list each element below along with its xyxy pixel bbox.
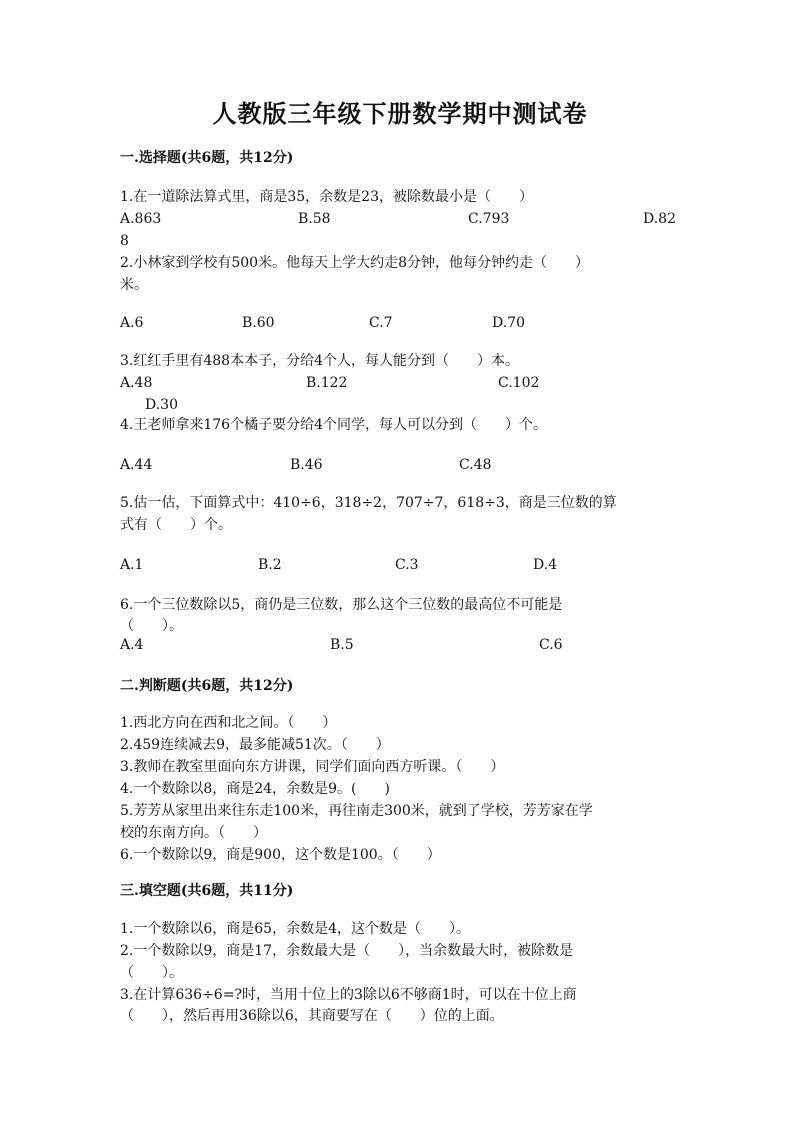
option-d: D.30 <box>145 397 178 413</box>
option-a: A.6 <box>120 315 144 331</box>
fill-blank-item: 1.一个数除以6，商是65，余数是4，这个数是（ ）。 <box>120 921 470 937</box>
option-b: B.60 <box>242 315 275 331</box>
option-b: B.122 <box>306 375 348 391</box>
option-b: B.2 <box>258 557 282 573</box>
option-b: B.46 <box>290 457 323 473</box>
question-text: 4.王老师拿来176个橘子要分给4个同学，每人可以分到（ ）个。 <box>120 417 547 433</box>
judgment-item: 2.459连续减去9，最多能减51次。（ ） <box>120 737 390 753</box>
option-c: C.7 <box>369 315 393 331</box>
question-text-cont: 米。 <box>120 277 148 293</box>
option-c: C.102 <box>498 375 540 391</box>
option-a: A.44 <box>120 457 153 473</box>
fill-blank-item-cont: （ ）。 <box>120 965 183 981</box>
question-text: 1.在一道除法算式里，商是35，余数是23，被除数最小是（ ） <box>120 189 533 205</box>
question-text: 3.红红手里有488本本子，分给4个人，每人能分到（ ）本。 <box>120 353 519 369</box>
page-title: 人教版三年级下册数学期中测试卷 <box>212 99 588 128</box>
option-c: C.6 <box>539 637 563 653</box>
section-heading-fill-blank: 三.填空题(共6题，共11分) <box>120 883 294 899</box>
question-text: 6.一个三位数除以5，商仍是三位数，那么这个三位数的最高位不可能是 <box>120 597 563 613</box>
section-heading-choice: 一.选择题(共6题，共12分) <box>120 150 294 166</box>
option-d: D.70 <box>492 315 525 331</box>
section-heading-judgment: 二.判断题(共6题，共12分) <box>120 678 294 694</box>
option-d-overflow: 8 <box>120 233 129 249</box>
question-text-cont: （ ）。 <box>120 618 183 634</box>
option-d: D.82 <box>643 211 676 227</box>
fill-blank-item: 2.一个数除以9，商是17，余数最大是（ ），当余数最大时，被除数是 <box>120 943 574 959</box>
fill-blank-item-cont: （ ），然后再用36除以6，其商要写在（ ）位的上面。 <box>120 1008 504 1024</box>
option-a: A.863 <box>120 211 162 227</box>
question-text-cont: 式有（ ）个。 <box>120 517 232 533</box>
option-b: B.58 <box>298 211 331 227</box>
fill-blank-item: 3.在计算636÷6=?时，当用十位上的3除以6不够商1时，可以在十位上商 <box>120 987 577 1003</box>
option-a: A.1 <box>120 557 144 573</box>
judgment-item: 6.一个数除以9，商是900，这个数是100。（ ） <box>120 847 441 863</box>
option-d: D.4 <box>533 557 558 573</box>
option-c: C.48 <box>459 457 492 473</box>
option-a: A.48 <box>120 375 153 391</box>
question-text: 5.估一估，下面算式中：410÷6，318÷2，707÷7，618÷3，商是三位数的算 <box>120 495 617 511</box>
judgment-item: 1.西北方向在西和北之间。（ ） <box>120 715 337 731</box>
question-text: 2.小林家到学校有500米。他每天上学大约走8分钟，他每分钟约走（ ） <box>120 255 589 271</box>
judgment-item: 4.一个数除以8，商是24，余数是9。( ) <box>120 781 390 797</box>
option-b: B.5 <box>330 637 354 653</box>
option-a: A.4 <box>120 637 144 653</box>
judgment-item: 5.芳芳从家里出来往东走100米，再往南走300米，就到了学校，芳芳家在学 <box>120 803 593 819</box>
judgment-item: 3.教师在教室里面向东方讲课，同学们面向西方听课。（ ） <box>120 759 505 775</box>
option-c: C.793 <box>468 211 510 227</box>
judgment-item-cont: 校的东南方向。（ ） <box>120 825 267 841</box>
option-c: C.3 <box>395 557 419 573</box>
